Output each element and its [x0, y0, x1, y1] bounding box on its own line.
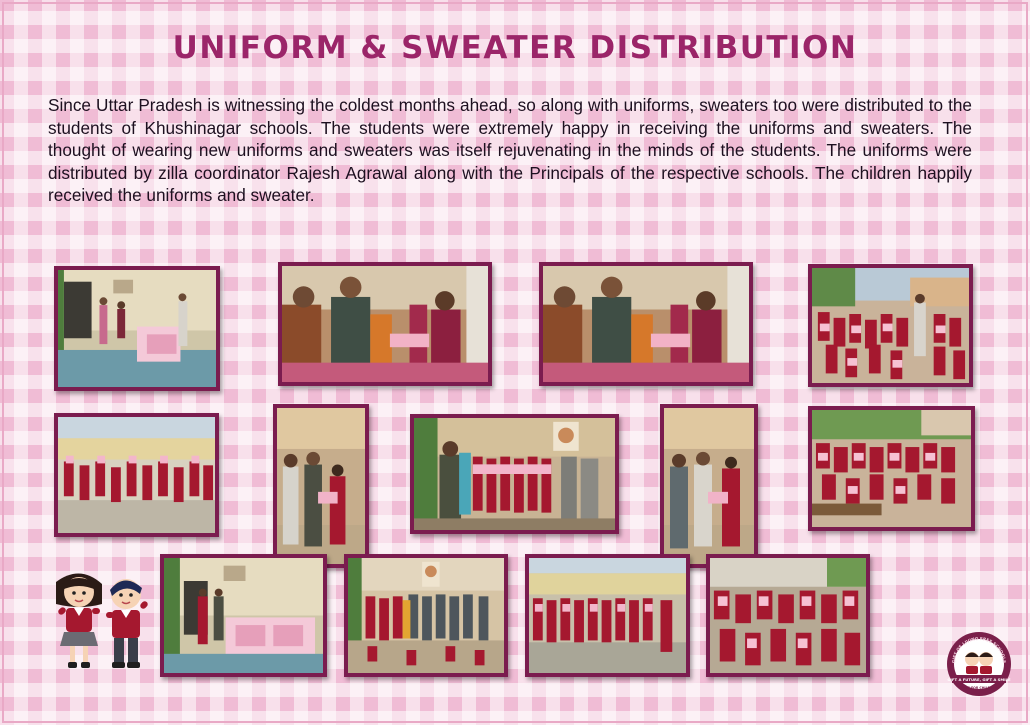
logo-top-text: GIFT OF LIVING FREE SCHOOLS — [950, 635, 1008, 664]
page-title: UNIFORM & SWEATER DISTRIBUTION — [172, 30, 858, 66]
logo-bottom-text: CARE FOR CHILDREN — [960, 686, 998, 690]
photo-students-seated-3 — [706, 554, 870, 677]
photo-handover-4 — [660, 404, 758, 568]
photo-group-portrait-2 — [344, 554, 508, 677]
logo-band-text: GIFT A FUTURE, GIFT A SMILE — [947, 677, 1011, 682]
photo-students-seated-2 — [808, 406, 975, 531]
cartoon-students-illustration — [44, 570, 162, 674]
photo-students-lineup-1 — [54, 413, 219, 537]
photo-group-portrait-1 — [410, 414, 619, 534]
photo-handover-1 — [278, 262, 492, 386]
description-paragraph: Since Uttar Pradesh is witnessing the coldest months ahead, so along with uniforms, sweaters too were distributed to the students of Khushinagar schools. The students were extremely happy in receiving the uniforms and sweaters. The thought of wearing new uniforms and sweaters was itself rejuvenating in the minds of the students. The uniforms were distributed by zilla coordinator Rajesh Agrawal along with the Principals of the respective schools. The children happily received the uniforms and sweater. — [48, 95, 972, 205]
photo-distribution-table-1 — [54, 266, 220, 391]
cartoon-boy — [106, 579, 149, 668]
photo-students-lineup-2 — [525, 554, 690, 677]
photo-students-seated-1 — [808, 264, 973, 387]
photo-handover-3 — [273, 404, 369, 568]
cartoon-girl — [56, 573, 102, 668]
photo-distribution-table-2 — [160, 554, 327, 677]
photo-handover-2 — [539, 262, 753, 386]
organization-logo — [946, 631, 1012, 697]
